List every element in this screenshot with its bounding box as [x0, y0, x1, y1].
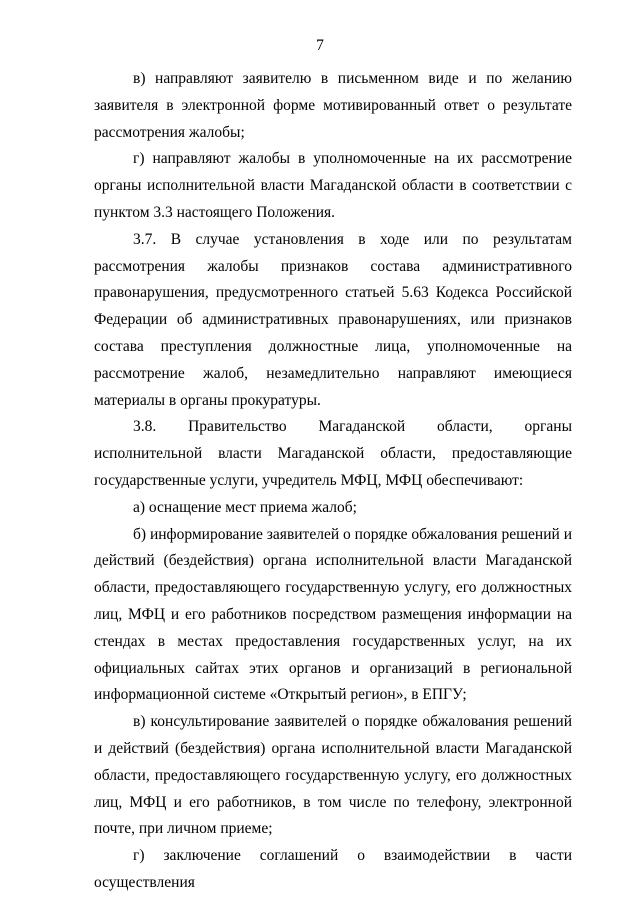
paragraph-3-7: 3.7. В случае установления в ходе или по результатам рассмотрения жалобы признаков состава административного правонарушения, предусмотренного статьей 5.63 Кодекса Российской Федерации об административных правонарушениях, или признаков состава преступления должностные лица, уполномоченные на рассмотрение жалоб, незамедлительно направляют имеющиеся материалы в органы прокуратуры.: [94, 230, 572, 409]
paragraph-g-forward: г) направляют жалобы в уполномоченные на их рассмотрение органы исполнительной власти Магаданской области в соответствии с пунктом 3.3 настоящего Положения.: [94, 150, 572, 221]
paragraph-v-response: в) направляют заявителю в письменном виде и по желанию заявителя в электронной форме мотивированный ответ о результате рассмотрения жалобы;: [94, 70, 572, 141]
paragraph-a-equipment: а) оснащение мест приема жалоб;: [133, 498, 357, 516]
paragraph-g-agreements: г) заключение соглашений о взаимодействии в части осуществления: [94, 847, 572, 891]
paragraph-b-informing: б) информирование заявителей о порядке обжалования решений и действий (бездействия) органа исполнительной власти Магаданской области, предоставляющего государственную услугу, его должностных лиц, МФЦ и его работников посредством размещения информации на стендах в местах предоставления государственных услуг, на их официальных сайтах этих органов и организаций в региональной информационной системе «Открытый регион», в ЕПГУ;: [94, 525, 572, 704]
page-number: 7: [316, 37, 324, 54]
paragraph-v-consulting: в) консультирование заявителей о порядке обжалования решений и действий (бездействия) органа исполнительной власти Магаданской области, предоставляющего государственную услугу, его должностных лиц, МФЦ и его работников, в том числе по телефону, электронной почте, при личном приеме;: [94, 713, 572, 838]
document-body: [94, 66, 572, 897]
paragraph-3-8: 3.8. Правительство Магаданской области, органы исполнительной власти Магаданской области, предоставляющие государственные услуги, учредитель МФЦ, МФЦ обеспечивают:: [94, 418, 572, 489]
